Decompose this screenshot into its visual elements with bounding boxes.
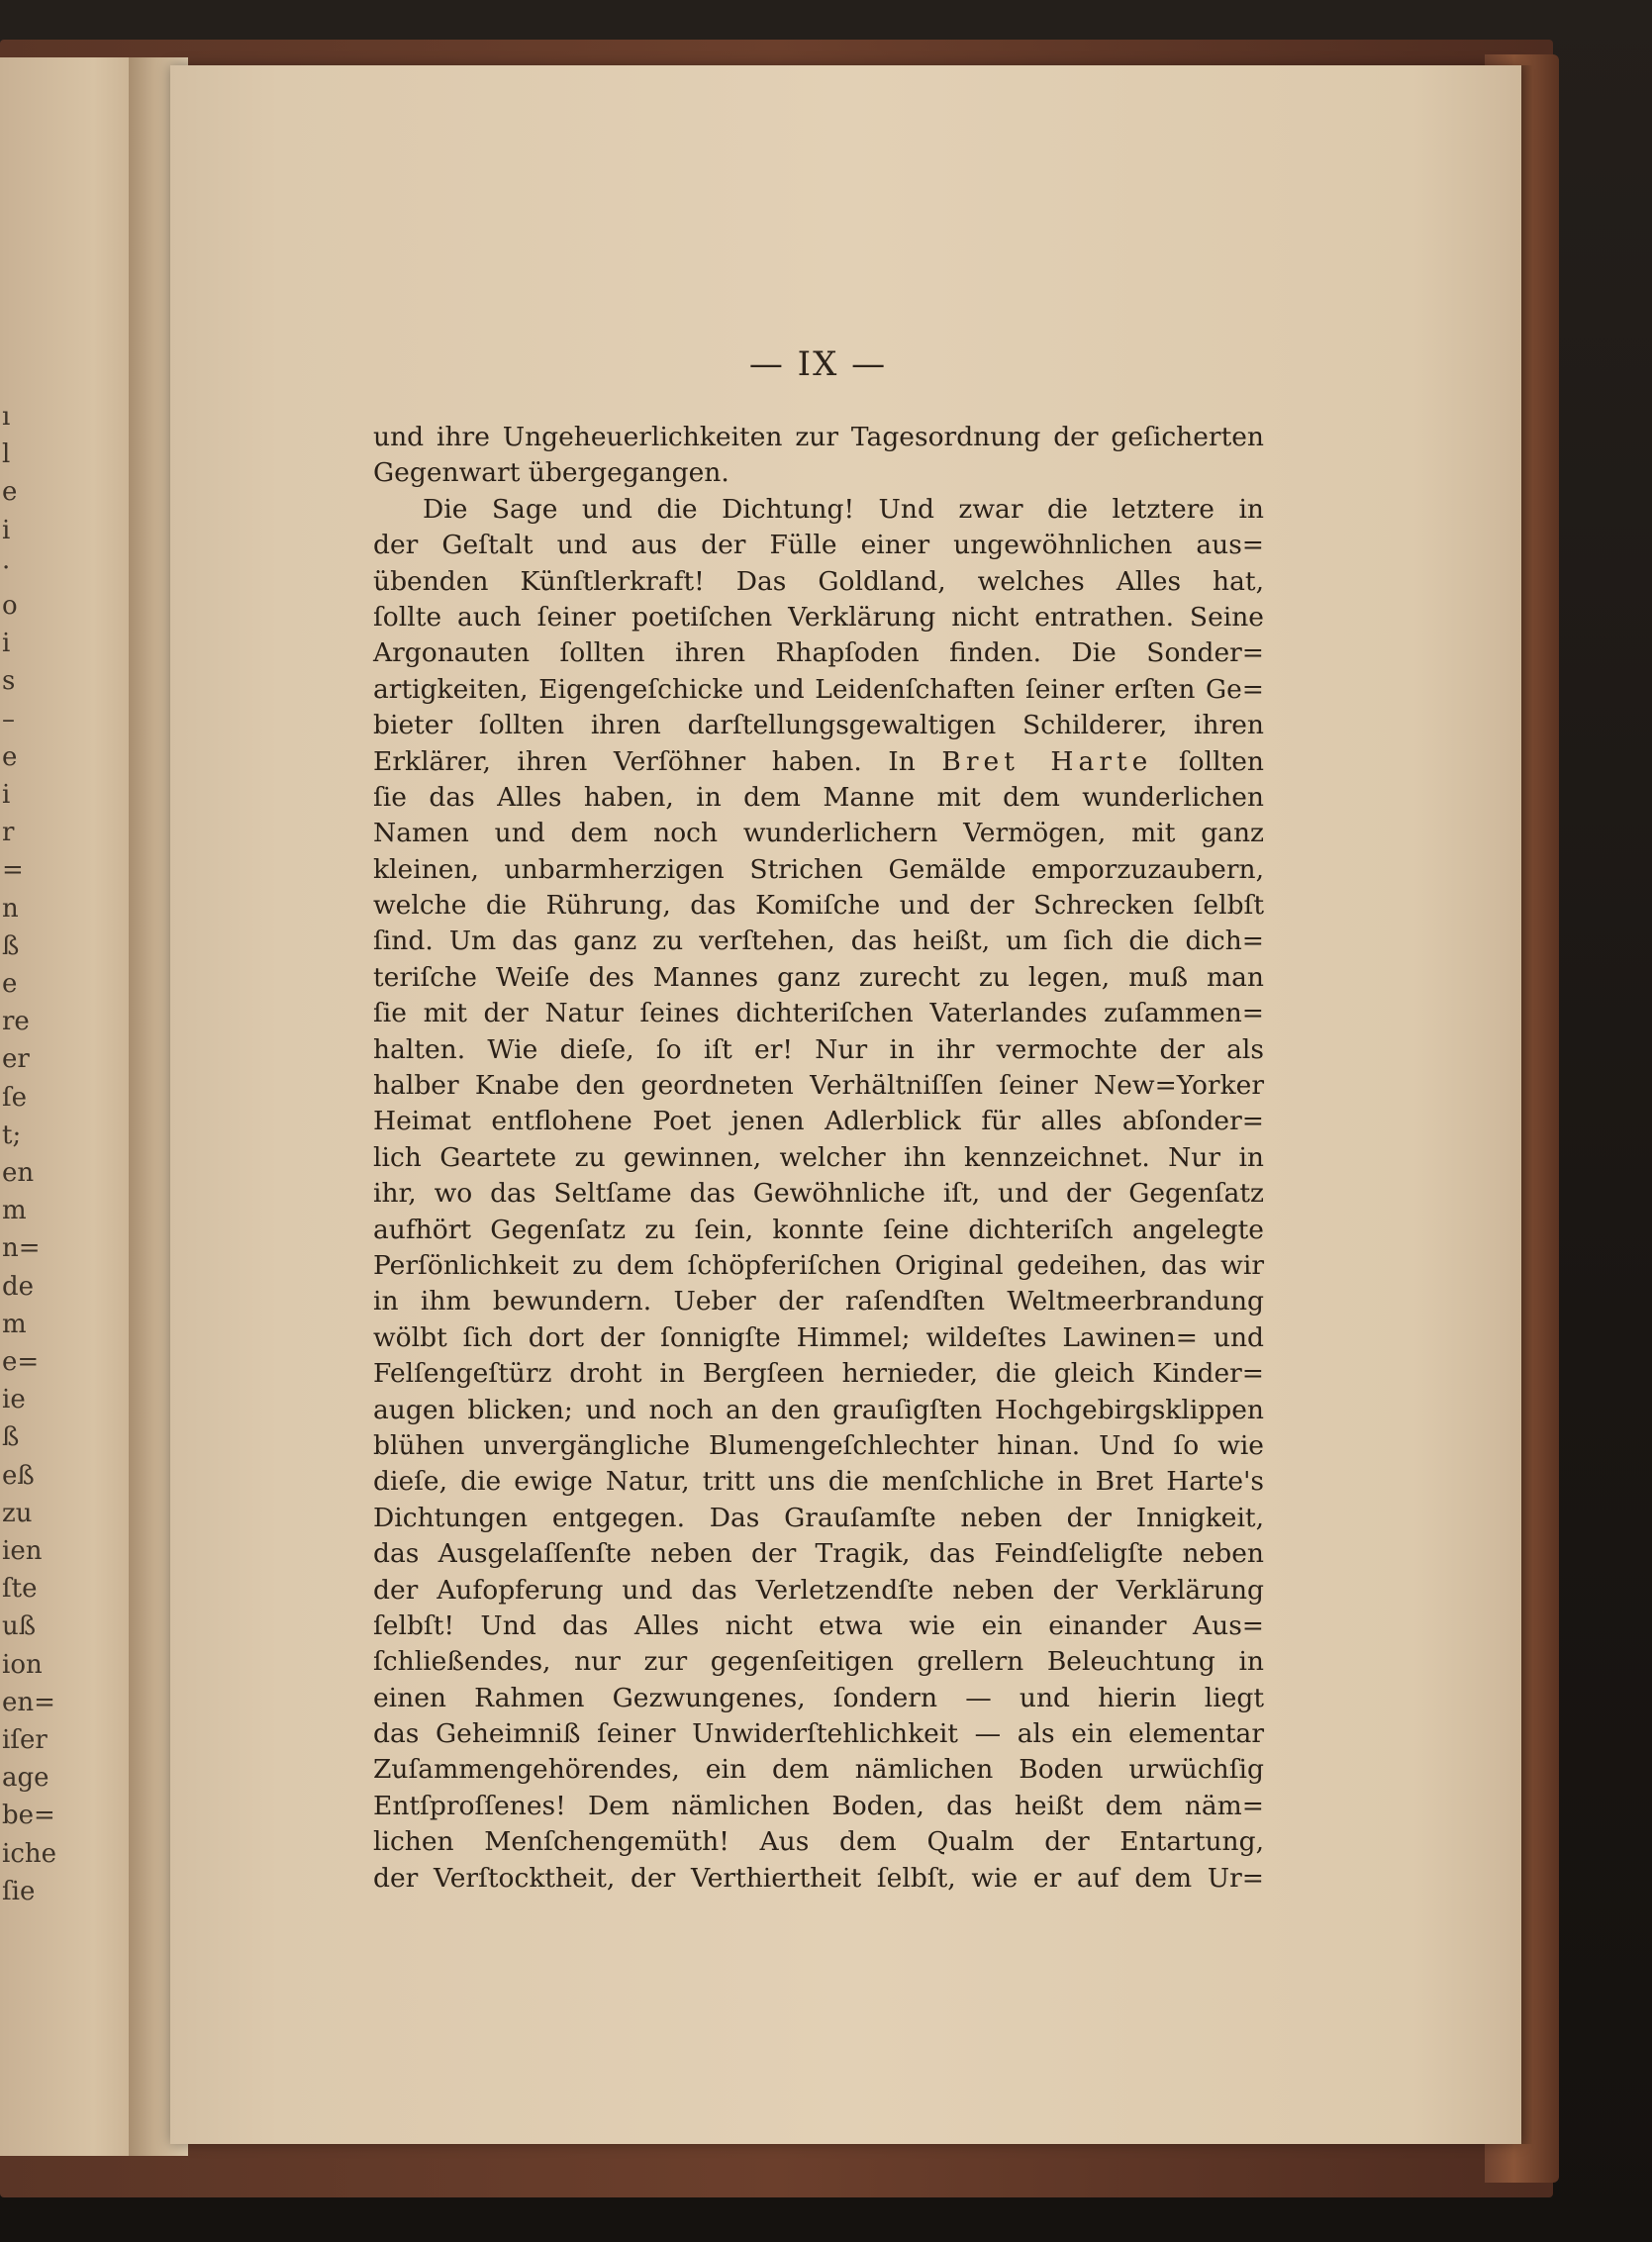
- text-line: das Ausgelaſſenſte neben der Tragik, das Feindſeligſte neben: [373, 1538, 1264, 1570]
- body-text: [373, 420, 1264, 1897]
- text-line: das Geheimniß ſeiner Unwiderſtehlichkeit — als ein elementar: [373, 1718, 1264, 1750]
- text-line: ſind. Um das ganz zu verſtehen, das heißt, um ſich die dich=: [373, 926, 1264, 957]
- left-page-fragment: e: [2, 969, 18, 999]
- text-line: übenden Künſtlerkraft! Das Goldland, welches Alles hat,: [373, 565, 1264, 597]
- text-line: dieſe, die ewige Natur, tritt uns die menſchliche in Bret Harte's: [373, 1466, 1264, 1498]
- text-line: und ihre Ungeheuerlichkeiten zur Tagesordnung der geſicherten: [373, 422, 1264, 452]
- text-line: Perſönlichkeit zu dem ſchöpferiſchen Original gedeihen, das wir: [373, 1249, 1264, 1281]
- left-page-fragment: ſie: [2, 1876, 36, 1906]
- text-line: wölbt ſich dort der ſonnigſte Himmel; wildeſtes Lawinen= und: [373, 1321, 1264, 1353]
- left-page-fragment: l: [2, 439, 11, 470]
- text-line: einen Rahmen Gezwungenes, ſondern — und hierin liegt: [373, 1682, 1264, 1713]
- left-page-fragment: i: [2, 780, 11, 810]
- left-page-fragment: de: [2, 1271, 35, 1302]
- text-line-part: Erklärer, ihren Verſöhner haben. In: [373, 745, 916, 777]
- left-page-fragment: en=: [2, 1687, 55, 1717]
- left-page-fragment: ·: [2, 552, 11, 583]
- text-line: Heimat entflohene Poet jenen Adlerblick für alles abſonder=: [373, 1106, 1264, 1137]
- left-page-fragment: er: [2, 1044, 30, 1075]
- text-line: ihr, wo das Seltſame das Gewöhnliche iſt, und der Gegenſatz: [373, 1178, 1264, 1210]
- left-page-fragments: [0, 57, 57, 2156]
- text-line: Entſproſſenes! Dem nämlichen Boden, das heißt dem näm=: [373, 1790, 1264, 1821]
- left-page-fragment: re: [2, 1007, 30, 1037]
- left-page-fragment: ß: [2, 930, 20, 961]
- text-line: ſelbſt! Und das Alles nicht etwa wie ein einander Aus=: [373, 1609, 1264, 1641]
- author-name-spaced: Bret Harte: [941, 745, 1153, 777]
- page-number: — IX —: [748, 344, 888, 384]
- left-page-fragment: e: [2, 477, 18, 508]
- text-line: welche die Rührung, das Komiſche und der Schrecken ſelbſt: [373, 890, 1264, 922]
- left-page-fragment: iche: [2, 1838, 57, 1869]
- left-page-fragment: ı: [2, 402, 11, 432]
- left-page-fragment: t;: [2, 1120, 22, 1150]
- page-edge-shadow: [1521, 65, 1533, 2144]
- text-line: ſie mit der Natur ſeines dichteriſchen Vaterlandes zuſammen=: [373, 998, 1264, 1029]
- text-line: Argonauten ſollten ihren Rhapſoden finden. Die Sonder=: [373, 637, 1264, 669]
- left-page-fragment: e=: [2, 1347, 40, 1377]
- text-line: bieter ſollten ihren darſtellungsgewaltigen Schilderer, ihren: [373, 710, 1264, 741]
- text-line: Die Sage und die Dichtung! Und zwar die letztere in: [423, 493, 1264, 525]
- right-page: [170, 65, 1521, 2144]
- left-page-fragment: en: [2, 1158, 35, 1188]
- text-line: teriſche Weiſe des Mannes ganz zurecht zu legen, muß man: [373, 961, 1264, 993]
- text-line: Dichtungen entgegen. Das Grauſamſte neben der Innigkeit,: [373, 1502, 1264, 1533]
- left-page-fragment: o: [2, 591, 18, 621]
- left-page-fragment: ß: [2, 1422, 20, 1453]
- left-page-fragment: –: [2, 704, 15, 734]
- left-page-fragment: iſer: [2, 1725, 48, 1755]
- text-line: Namen und dem noch wunderlichern Vermögen, mit ganz: [373, 818, 1264, 849]
- text-line: kleinen, unbarmherzigen Strichen Gemälde emporzuzaubern,: [373, 853, 1264, 885]
- left-page-fragment: r: [2, 818, 15, 848]
- left-page-fragment: e: [2, 741, 18, 772]
- text-line: ſchließendes, nur zur gegenſeitigen grellern Beleuchtung in: [373, 1646, 1264, 1678]
- left-page-fragment: ien: [2, 1536, 43, 1566]
- left-page-fragment: i: [2, 629, 11, 659]
- left-page-fragment: n: [2, 893, 19, 924]
- left-page-fragment: uß: [2, 1611, 37, 1642]
- text-line: augen blicken; und noch an den grauſigſten Hochgebirgsklippen: [373, 1394, 1264, 1425]
- text-line: lich Geartete zu gewinnen, welcher ihn kennzeichnet. Nur in: [373, 1141, 1264, 1173]
- text-line: Felſengeſtürz droht in Bergſeen hernieder, die gleich Kinder=: [373, 1358, 1264, 1390]
- text-line-with-name: [373, 744, 1264, 780]
- text-line-part: ſollten: [1178, 745, 1264, 777]
- text-line: ſie das Alles haben, in dem Manne mit dem wunderlichen: [373, 781, 1264, 813]
- left-page-fragment: be=: [2, 1801, 55, 1831]
- left-page-fragment: m: [2, 1309, 27, 1339]
- left-page-fragment: i: [2, 515, 11, 545]
- text-line: artigkeiten, Eigengeſchicke und Leidenſchaften ſeiner erſten Ge=: [373, 673, 1264, 705]
- left-page-fragment: ſte: [2, 1574, 38, 1605]
- left-page-fragment: ſe: [2, 1082, 28, 1113]
- text-line: halten. Wie dieſe, ſo iſt er! Nur in ihr vermochte der als: [373, 1033, 1264, 1065]
- left-page-fragment: s: [2, 666, 16, 697]
- left-page-fragment: m: [2, 1196, 27, 1226]
- text-line: der Geſtalt und aus der Fülle einer ungewöhnlichen aus=: [373, 530, 1264, 561]
- left-page-fragment: zu: [2, 1498, 33, 1528]
- text-line: halber Knabe den geordneten Verhältniſſen ſeiner New=Yorker: [373, 1070, 1264, 1102]
- left-page-fragment: =: [2, 855, 24, 886]
- left-page-fragment: eß: [2, 1460, 35, 1491]
- left-page-fragment: ion: [2, 1649, 43, 1680]
- text-line: aufhört Gegenſatz zu ſein, konnte ſeine dichteriſch angelegte: [373, 1214, 1264, 1245]
- left-page-fragment: n=: [2, 1233, 41, 1264]
- text-line: der Aufopferung und das Verletzendſte neben der Verklärung: [373, 1574, 1264, 1606]
- text-line: in ihm bewundern. Ueber der raſendſten Weltmeerbrandung: [373, 1286, 1264, 1317]
- text-line: Gegenwart übergegangen.: [373, 457, 729, 489]
- text-line: der Verſtocktheit, der Verthiertheit ſelbſt, wie er auf dem Ur=: [373, 1862, 1264, 1894]
- text-line: blühen unvergängliche Blumengeſchlechter hinan. Und ſo wie: [373, 1429, 1264, 1461]
- text-line: lichen Menſchengemüth! Aus dem Qualm der Entartung,: [373, 1826, 1264, 1858]
- left-page-fragment: age: [2, 1763, 49, 1794]
- text-line: Zuſammengehörendes, ein dem nämlichen Boden urwüchſig: [373, 1754, 1264, 1786]
- left-page-fragment: ie: [2, 1385, 26, 1415]
- text-line: ſollte auch ſeiner poetiſchen Verklärung nicht entrathen. Seine: [373, 601, 1264, 633]
